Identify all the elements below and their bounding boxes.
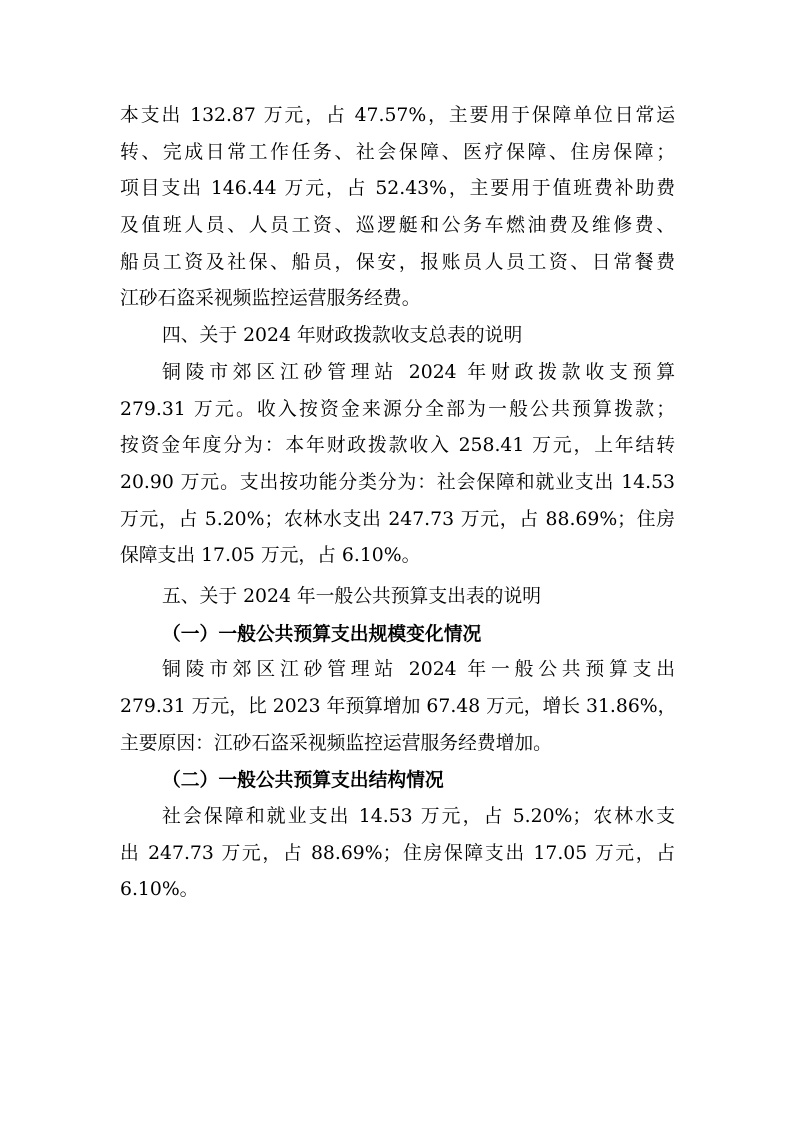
- section-5-sub-1: [120, 616, 675, 763]
- text-line: 江砂石盗采视频监控运营服务经费。: [120, 288, 421, 310]
- text-line: 铜陵市郊区江砂管理站 2024 年一般公共预算支出: [162, 659, 675, 681]
- text-line: 本支出 132.87 万元，占 47.57%，主要用于保障单位日常运: [120, 105, 675, 126]
- text-line: 社会保障和就业支出 14.53 万元，占 5.20%；农林水支: [162, 806, 675, 828]
- text-line: 279.31 万元。收入按资金来源分全部为一般公共预算拨款；: [120, 398, 675, 420]
- sub-1-heading: （一）一般公共预算支出规模变化情况: [162, 622, 482, 645]
- text-line: 主要原因：江砂石盗采视频监控运营服务经费增加。: [120, 732, 552, 754]
- section-4: [120, 318, 675, 575]
- text-line: 万元，占 5.20%；农林水支出 247.73 万元，占 88.69%；住房: [120, 508, 675, 530]
- sub-2-heading: （二）一般公共预算支出结构情况: [162, 769, 444, 792]
- text-line: 转、完成日常工作任务、社会保障、医疗保障、住房保障；: [120, 141, 675, 163]
- text-line: 出 247.73 万元，占 88.69%；住房保障支出 17.05 万元，占: [120, 842, 675, 864]
- text-line: 船员工资及社保、船员，保安，报账员人员工资、日常餐费: [120, 251, 675, 273]
- text-line: 279.31 万元，比 2023 年预算增加 67.48 万元，增长 31.86%，: [120, 696, 677, 717]
- section-4-heading: 四、关于 2024 年财政拨款收支总表的说明: [162, 325, 523, 347]
- paragraph-budget-breakdown: [120, 98, 675, 318]
- text-line: 铜陵市郊区江砂管理站 2024 年财政拨款收支预算: [162, 361, 675, 383]
- text-line: 及值班人员、人员工资、巡逻艇和公务车燃油费及维修费、: [120, 215, 675, 237]
- text-line: 保障支出 17.05 万元，占 6.10%。: [120, 545, 421, 567]
- text-line: 6.10%。: [120, 879, 199, 901]
- section-5-sub-2: [120, 762, 675, 909]
- document-page: [120, 98, 675, 909]
- text-line: 按资金年度分为：本年财政拨款收入 258.41 万元，上年结转: [120, 435, 675, 457]
- text-line: 项目支出 146.44 万元，占 52.43%，主要用于值班费补助费: [120, 178, 675, 200]
- text-line: 20.90 万元。支出按功能分类分为：社会保障和就业支出 14.53: [120, 471, 675, 493]
- section-5-heading: 五、关于 2024 年一般公共预算支出表的说明: [162, 585, 542, 607]
- section-5: [120, 579, 675, 909]
